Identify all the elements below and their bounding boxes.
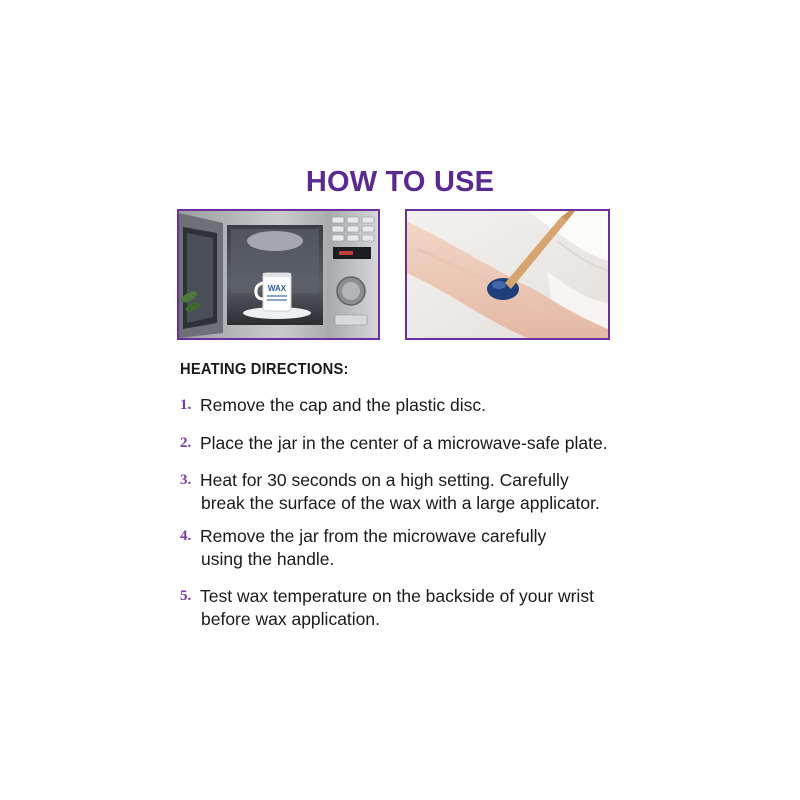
step-line: Heat for 30 seconds on a high setting. Carefully — [200, 470, 569, 490]
step-text — [200, 469, 650, 515]
step-text — [200, 525, 650, 571]
step-line: Remove the cap and the plastic disc. — [200, 395, 486, 415]
microwave-photo — [177, 209, 380, 340]
step-number: 5. — [180, 588, 192, 604]
arm-wax-photo — [405, 209, 610, 340]
wax-application-icon — [407, 211, 608, 338]
page-title: HOW TO USE — [305, 166, 495, 198]
step-text — [200, 432, 650, 455]
svg-text:WAX: WAX — [267, 284, 287, 293]
step-number: 2. — [180, 435, 192, 451]
step-line: before wax application. — [201, 609, 380, 629]
heating-directions-heading: HEATING DIRECTIONS: — [180, 361, 349, 378]
step-text — [200, 394, 650, 417]
step-text — [200, 585, 650, 631]
step-line: Remove the jar from the microwave carefully — [200, 526, 547, 546]
step-line: Test wax temperature on the backside of your wrist — [200, 586, 594, 606]
microwave-icon — [179, 211, 378, 338]
step-line: break the surface of the wax with a large applicator. — [201, 493, 600, 513]
step-number: 4. — [180, 528, 192, 544]
step-number: 3. — [180, 472, 192, 488]
step-line: using the handle. — [201, 549, 335, 569]
step-number: 1. — [180, 397, 192, 413]
step-line: Place the jar in the center of a microwave-safe plate. — [200, 433, 608, 453]
